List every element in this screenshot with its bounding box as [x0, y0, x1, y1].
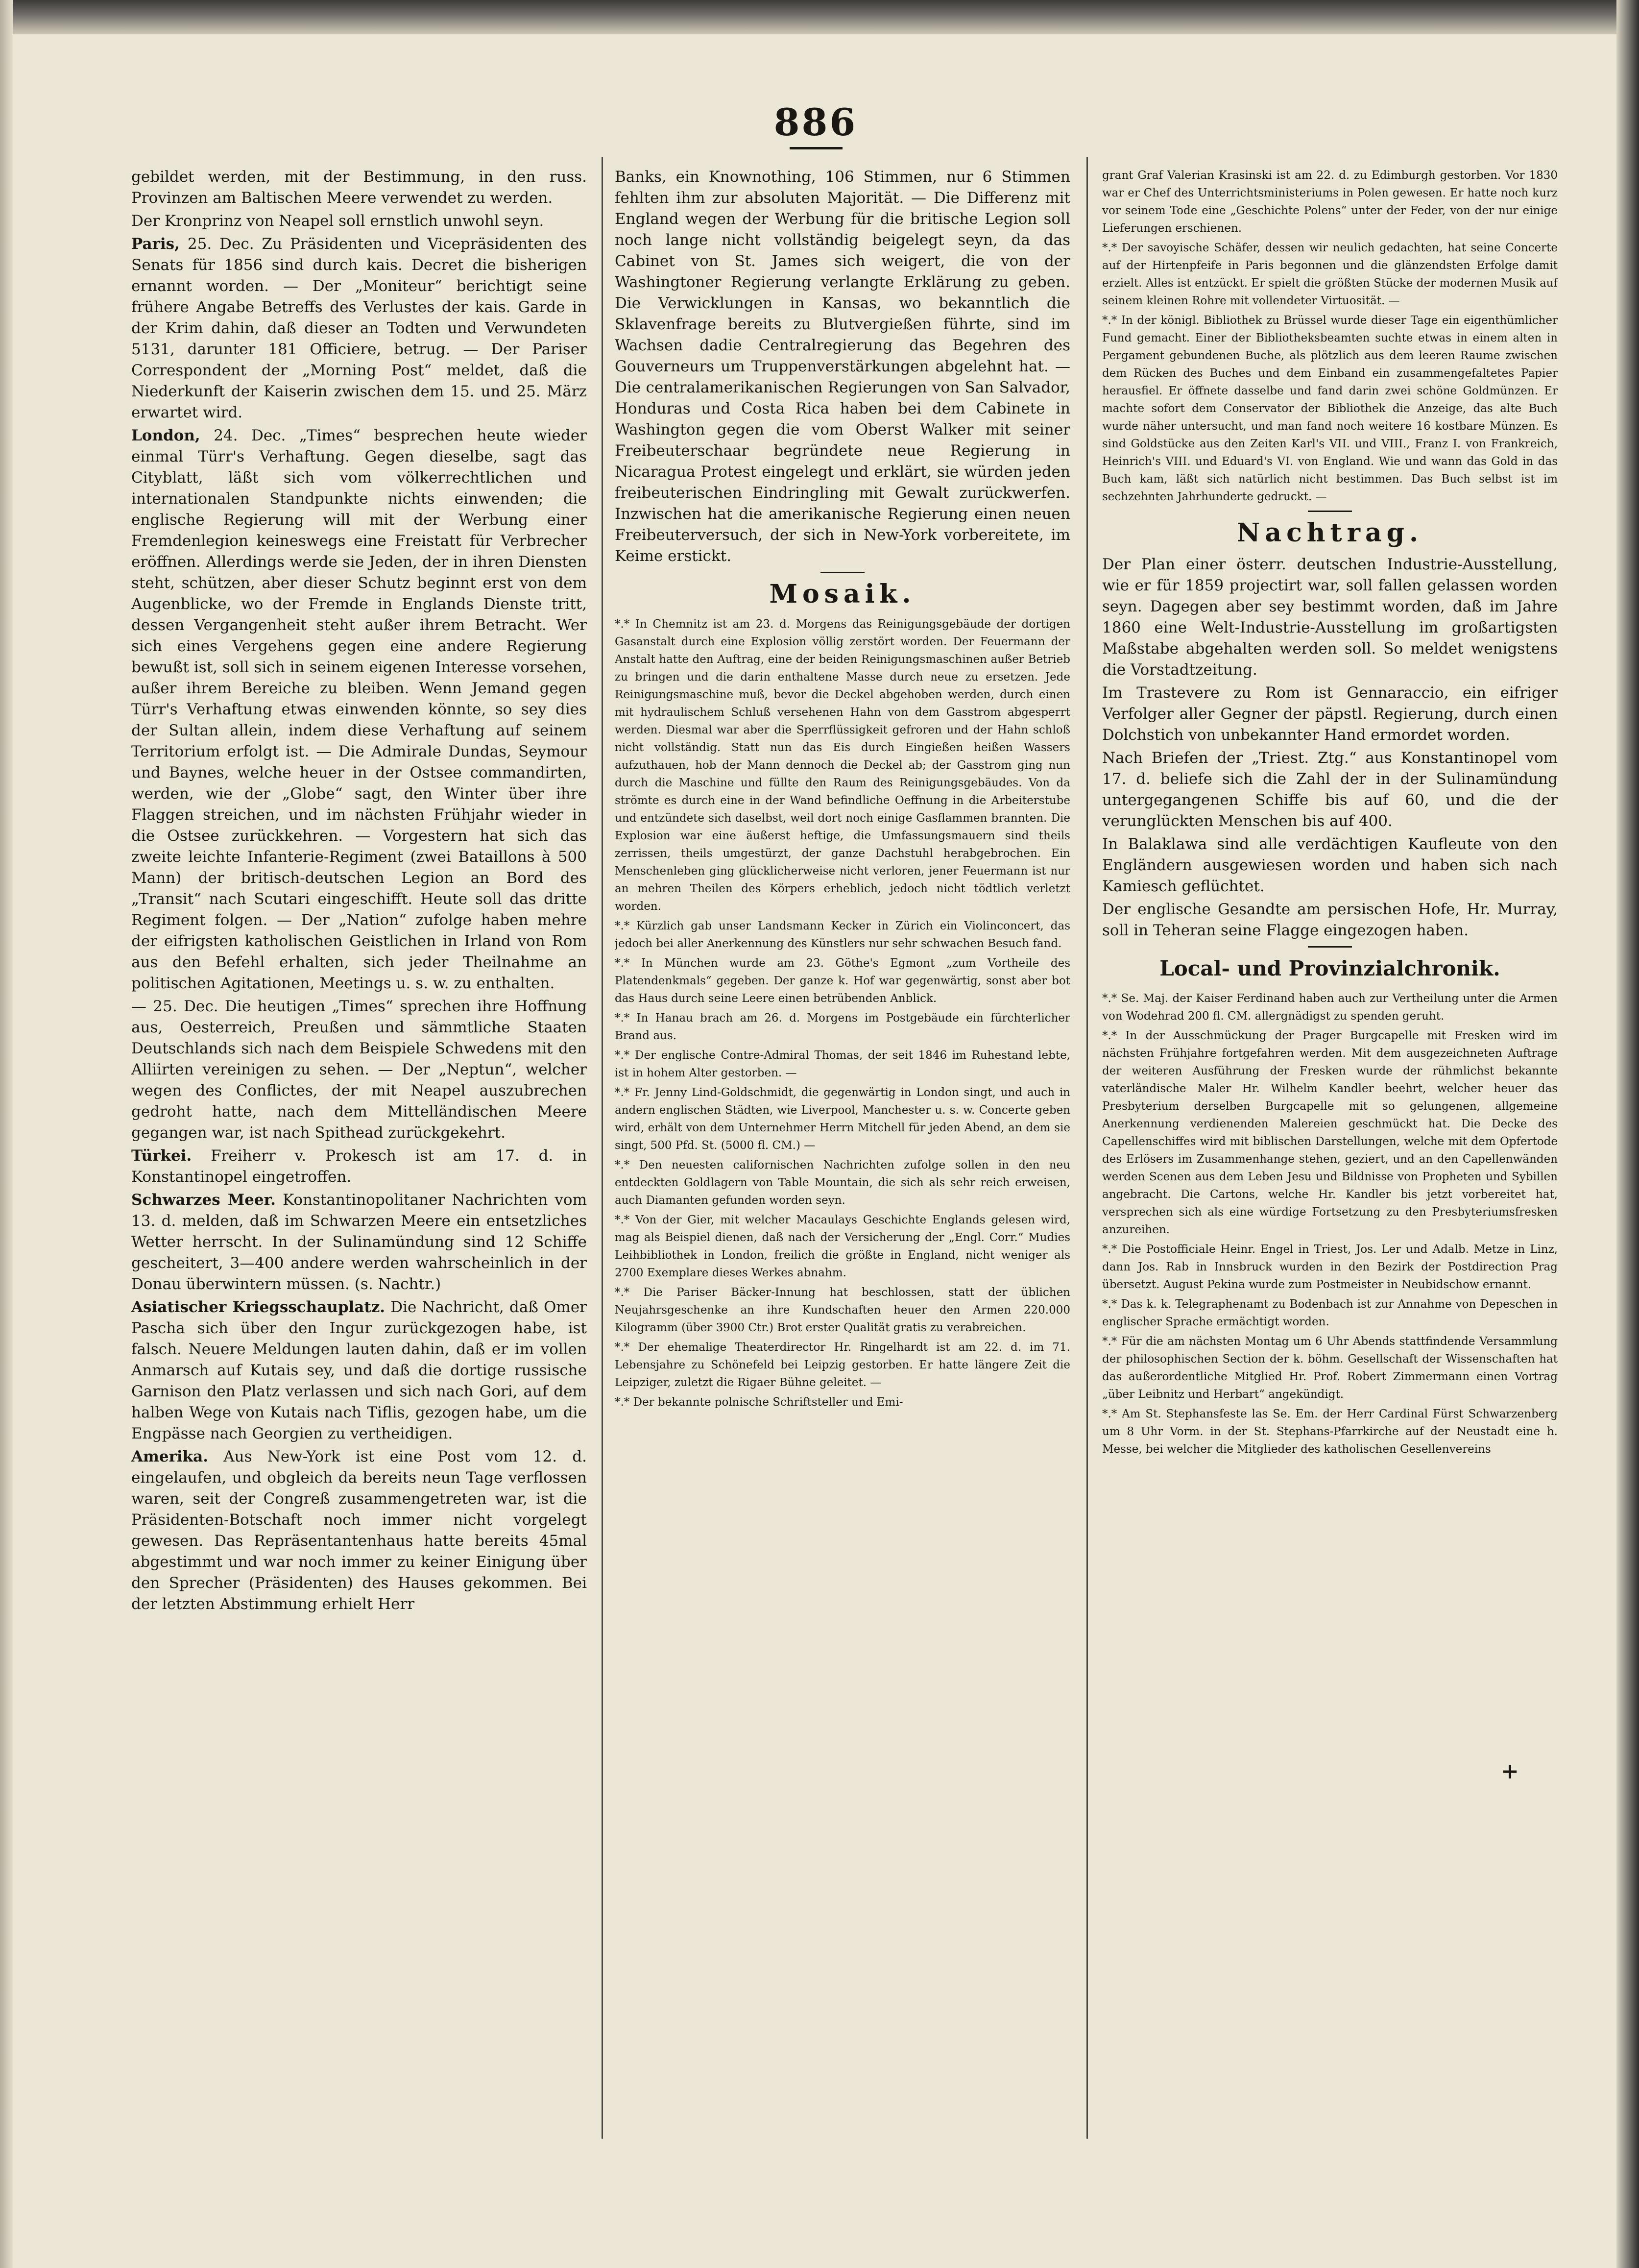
local-item: *.* Die Postofficiale Heinr. Engel in Triest, Jos. Ler und Adalb. Metze in Linz, dann Jos. Rab in Innsbruck wurden in den Bezirk der Postdirection Prag übersetzt. August Pekina wurde zum Postmeister in Neubidschow ernannt. [1102, 1243, 1558, 1291]
nachtrag-item: Im Trastevere zu Rom ist Gennaraccio, ein eifriger Verfolger aller Gegner der päpstl. Regierung, durch einen Dolchstich von unbekannter Hand ermordet worden. [1102, 684, 1558, 744]
news-paragraph-paris: Paris, 25. Dec. Zu Präsidenten und Vicepräsidenten des Senats für 1856 sind durch kais. Decret die bisherigen ernannt worden. — Der „Moniteur“ berichtigt seine frühere Angabe Betreffs des Verlustes der kais. Garde in der Krim dahin, daß dieser an Todten und Verwundeten 5131, darunter 181 Officiere, betrug. — Der Pariser Correspondent der „Morning Post“ meldet, daß die Niederkunft der Kaiserin zwischen dem 15. und 25. März erwartet wird. [131, 235, 587, 421]
mosaik-item: *.* Der ehemalige Theaterdirector Hr. Ringelhardt ist am 22. d. im 71. Lebensjahre zu Schönefeld bei Leipzig gestorben. Er hatte längere Zeit die Leipziger, zuletzt die Rigaer Bühne geleitet. — [615, 1341, 1070, 1389]
news-paragraph-london-25: — 25. Dec. Die heutigen „Times“ sprechen ihre Hoffnung aus, Oesterreich, Preußen und sämmtliche Staaten Deutschlands sich nach dem Beispiele Schwedens mit den Alliirten vereinigen zu sehen. — Der „Neptun“, welcher wegen des Conflictes, der mit Neapel auszubrechen gedroht hatte, nach dem Mittelländischen Meere gegangen war, ist nach Spithead zurückgekehrt. [131, 998, 587, 1142]
mosaik-item: *.* Die Pariser Bäcker-Innung hat beschlossen, statt der üblichen Neujahrsgeschenke an ihre Kundschaften heuer den Armen 220.000 Kilogramm (über 3900 Ctr.) Brot erster Qualität gratis zu verabreichen. [615, 1286, 1070, 1334]
section-rule [1308, 511, 1352, 512]
local-item: *.* Se. Maj. der Kaiser Ferdinand haben auch zur Vertheilung unter die Armen von Wodehrad 200 fl. CM. allergnädigst zu spenden geruht. [1102, 992, 1558, 1023]
local-chronicle-heading: Local- und Provinzialchronik. [1159, 956, 1500, 980]
news-paragraph: Der Kronprinz von Neapel soll ernstlich unwohl seyn. [131, 212, 544, 230]
register-mark: + [1501, 1759, 1519, 1784]
scan-edge-right [1616, 0, 1639, 2268]
section-rule [1308, 946, 1352, 948]
news-paragraph-amerika: Amerika. Aus New-York ist eine Post vom 12. d. eingelaufen, und obgleich da bereits neun Tage verflossen waren, seit der Congreß zusammengetreten war, ist die Präsidenten-Botschaft noch immer nicht vorgelegt gewesen. Das Repräsentantenhaus hatte bereits 45mal abgestimmt und war noch immer zu keiner Einigung über den Sprecher (Präsidenten) des Hauses gekommen. Bei der letzten Abstimmung erhielt Herr [131, 1448, 587, 1613]
nachtrag-heading: Nachtrag. [1236, 518, 1423, 548]
section-rule [820, 572, 865, 573]
news-paragraph-schwarzes-meer: Schwarzes Meer. Konstantinopolitaner Nachrichten vom 13. d. melden, daß im Schwarzen Meere ein entsetzliches Wetter herrscht. In der Sulinamündung sind 12 Schiffe gescheitert, 3—400 andere werden wahrscheinlich in der Donau überwintern müssen. (s. Nachtr.) [131, 1191, 587, 1293]
mosaik-item: *.* Der bekannte polnische Schriftsteller und Emi- [615, 1396, 903, 1409]
mosaik-item: *.* Von der Gier, mit welcher Macaulays Geschichte Englands gelesen wird, mag als Beispiel dienen, daß nach der Versicherung der „Engl. Corr.“ Mudies Leihbibliothek in London, freilich die größte in England, nicht weniger als 2700 Exemplare dieses Werkes abnahm. [615, 1214, 1070, 1279]
mosaik-item: *.* In Chemnitz ist am 23. d. Morgens das Reinigungsgebäude der dortigen Gasanstalt durch eine Explosion völlig zerstört worden. Der Feuermann der Anstalt hatte den Auftrag, eine der beiden Reinigungsmaschinen außer Betrieb zu bringen und die darin enthaltene Masse durch neue zu ersetzen. Jede Reinigungsmaschine muß, bevor die Deckel abgehoben werden, durch einen mit hydraulischem Schluß versehenen Hahn von dem Gasstrom abgesperrt werden. Diesmal war aber die Sperrflüssigkeit gefroren und der Hahn schloß nicht vollständig. Statt nun das Eis durch Eingießen heißen Wassers aufzuthauen, hob der Mann dennoch die Deckel ab; der Gasstrom ging nun durch die Maschine und füllte den Raum des Reinigungsgebäudes. Von da strömte es durch eine in der Wand befindliche Oeffnung in die Arbeiterstube und entzündete sich daselbst, weil dort noch einige Gasflammen brannten. Die Explosion war eine äußerst heftige, die Umfassungsmauern sind theils zerrissen, theils umgestürzt, der ganze Dachstuhl herabgebrochen. Ein Menschenleben ging glücklicherweise nicht verloren, jener Feuermann ist nur an mehren Theilen des Körpers erheblich, jedoch nicht tödtlich verletzt worden. [615, 618, 1070, 913]
mosaik-item: *.* In München wurde am 23. Göthe's Egmont „zum Vortheile des Platendenkmals“ gegeben. Der ganze k. Hof war gegenwärtig, sonst aber bot das Haus durch seine Leere einen betrübenden Anblick. [615, 957, 1070, 1005]
mosaik-item: *.* In der königl. Bibliothek zu Brüssel wurde dieser Tage ein eigenthümlicher Fund gemacht. Einer der Bibliotheksbeamten suchte etwas in einem alten in Pergament gebundenen Buche, als plötzlich aus dem leeren Raume zwischen dem Rücken des Buches und dem Einband ein zusammengefaltetes Papier herausfiel. Er öffnete dasselbe und fand darin zwei schöne Goldmünzen. Er machte sofort dem Conservator der Bibliothek die Anzeige, das alte Buch wurde näher untersucht, und man fand noch weitere 16 kostbare Münzen. Es sind Goldstücke aus den Zeiten Karl's VII. und VIII., Franz I. von Frankreich, Heinrich's VIII. und Eduard's VI. von England. Wie und wann das Gold in das Buch kam, läßt sich natürlich nicht bestimmen. Das Buch selbst ist im sechzehnten Jahrhunderte gedruckt. — [1102, 314, 1558, 503]
mosaik-item: *.* Fr. Jenny Lind-Goldschmidt, die gegenwärtig in London singt, und auch in andern englischen Städten, wie Liverpool, Manchester u. s. w. Concerte geben wird, erhält von dem Unternehmer Herrn Mitchell für jeden Abend, an dem sie singt, 500 Pfd. St. (5000 fl. CM.) — [615, 1086, 1070, 1152]
news-paragraph: gebildet werden, mit der Bestimmung, in den russ. Provinzen am Baltischen Meere verwendet zu werden. [131, 168, 587, 207]
nachtrag-item: In Balaklawa sind alle verdächtigen Kaufleute von den Engländern ausgewiesen worden und haben sich nach Kamiesch geflüchtet. [1102, 835, 1558, 895]
nachtrag-item: Der englische Gesandte am persischen Hofe, Hr. Murray, soll in Teheran seine Flagge eingezogen haben. [1102, 901, 1558, 939]
column-2 [615, 167, 1070, 2141]
local-item: *.* In der Ausschmückung der Prager Burgcapelle mit Fresken wird im nächsten Frühjahre fortgefahren werden. Mit dem ausgezeichneten Auftrage der weiteren Ausführung der Fresken wurde der rühmlichst bekannte vaterländische Maler Hr. Wilhelm Kandler beehrt, welcher heuer das Presbyterium derselben Burgcapelle mit so gelungenen, allgemeine Anerkennung verdienenden Malereien geschmückt hat. Die Decke des Capellenschiffes wird mit biblischen Darstellungen, welche mit dem Opfertode des Erlösers im Zusammenhange stehen, geziert, und an den Capellenwänden werden Scenen aus dem Leben Jesu und Bildnisse von Propheten und Sybillen angebracht. Die Cartons, welche Hr. Kandler bis jetzt vorbereitet hat, versprechen sich als eine würdige Fortsetzung zu den Presbyteriumsfresken anzureihen. [1102, 1029, 1558, 1236]
news-paragraph-amerika-cont: Banks, ein Knownothing, 106 Stimmen, nur 6 Stimmen fehlten ihm zur absoluten Majorität. — Die Differenz mit England wegen der Werbung für die britische Legion soll noch lange nicht vollständig beigelegt seyn, da das Cabinet von St. James sich weigert, die von der Washingtoner Regierung verlangte Erklärung zu geben. Die Verwicklungen in Kansas, wo bekanntlich die Sklavenfrage bereits zu Blutvergießen führte, sind im Wachsen dadie Centralregierung das Begehren des Gouverneurs um Truppenverstärkungen abgelehnt hat. — Die centralamerikanischen Regierungen von San Salvador, Honduras und Costa Rica haben bei dem Cabinete in Washington gegen die vom Oberst Walker mit seiner Freibeuterschaar begründete neue Regierung in Nicaragua Protest eingelegt und erklärt, sie würden jeden freibeuterischen Eindringling mit Gewalt zurückwerfen. Inzwischen hat die amerikanische Regierung einen neuen Freibeuterversuch, der sich in New-York vorbereitete, im Keime erstickt. [615, 168, 1070, 565]
column-1 [131, 167, 587, 2141]
news-paragraph-london: London, 24. Dec. „Times“ besprechen heute wieder einmal Türr's Verhaftung. Gegen dieselbe, sagt das Cityblatt, läßt sich vom völkerrechtlichen und internationalen Standpunkte nichts einwenden; die englische Regierung will mit der Werbung einer Fremdenlegion keineswegs eine Freistatt für Verbrecher eröffnen. Allerdings werde sie Jeden, der in ihren Diensten steht, schützen, aber dieser Schutz beginnt erst von dem Augenblicke, wo der Fremde in Englands Dienste tritt, dessen Vergangenheit steht außer ihrem Betracht. Wer sich eines Vergehens gegen eine andere Regierung bewußt ist, soll sich in seinem eigenen Interesse vorsehen, außer ihrem Bereiche zu bleiben. Wenn Jemand gegen Türr's Verhaftung etwas einwenden könnte, so sey dies der Sultan allein, indem diese Verhaftung auf seinem Territorium erfolgt ist. — Die Admirale Dundas, Seymour und Baynes, welche heuer in der Ostsee commandirten, werden, wie der „Globe“ sagt, den Winter über ihre Flaggen streichen, und im nächsten Frühjahr wieder in die Ostsee zurückkehren. — Vorgestern hat sich das zweite leichte Infanterie-Regiment (zwei Bataillons à 500 Mann) der britisch-deutschen Legion an Bord des „Transit“ nach Scutari eingeschifft. Heute soll das dritte Regiment folgen. — Der „Nation“ zufolge haben mehre der eifrigsten katholischen Geistlichen in Irland von Rom aus den Befehl erhalten, sich jeder Theilnahme an politischen Agitationen, Meetings u. s. w. zu enthalten. [131, 427, 587, 992]
mosaik-item: *.* Kürzlich gab unser Landsmann Kecker in Zürich ein Violinconcert, das jedoch bei aller Anerkennung des Künstlers nur sehr schwachen Besuch fand. [615, 920, 1070, 950]
column-divider-1 [602, 157, 603, 2139]
page-number-rule [790, 147, 843, 149]
mosaik-heading: Mosaik. [769, 579, 916, 609]
mosaik-item: *.* Den neuesten californischen Nachrichten zufolge sollen in den neu entdeckten Goldlagern von Table Mountain, die sich als sehr reich erweisen, auch Diamanten gefunden worden seyn. [615, 1159, 1070, 1207]
news-paragraph-asien: Asiatischer Kriegsschauplatz. Die Nachricht, daß Omer Pascha sich über den Ingur zurückgezogen habe, ist falsch. Neuere Meldungen lauten dahin, daß er im vollen Anmarsch auf Kutais sey, und daß die dortige russische Garnison den Platz verlassen und sich nach Gori, auf dem halben Wege von Kutais nach Tiflis, gezogen habe, um die Engpässe nach Georgien zu vertheidigen. [131, 1298, 587, 1442]
mosaik-item: *.* Der savoyische Schäfer, dessen wir neulich gedachten, hat seine Concerte auf der Hirtenpfeife in Paris begonnen und die glänzendsten Erfolge damit erzielt. Alles ist entzückt. Er spielt die größten Stücke der modernen Musik auf seinem kleinen Rohre mit vollendeter Virtuosität. — [1102, 242, 1558, 307]
scan-edge-top [0, 0, 1639, 34]
scan-edge-left [0, 0, 13, 2268]
nachtrag-item: Der Plan einer österr. deutschen Industrie-Ausstellung, wie er für 1859 projectirt war, soll fallen gelassen worden seyn. Dagegen aber sey bestimmt worden, daß im Jahre 1860 eine Welt-Industrie-Ausstellung im großartigsten Maßstabe abgehalten werden soll. So meldet wenigstens die Vorstadtzeitung. [1102, 556, 1558, 679]
column-divider-2 [1086, 157, 1088, 2139]
local-item: *.* Für die am nächsten Montag um 6 Uhr Abends stattfindende Versammlung der philosophischen Section der k. böhm. Gesellschaft der Wissenschaften hat das außerordentliche Mitglied Hr. Prof. Robert Zimmermann einen Vortrag „über Leibnitz und Herbart“ angekündigt. [1102, 1335, 1558, 1401]
page-number: 886 [773, 100, 858, 144]
nachtrag-item: Nach Briefen der „Triest. Ztg.“ aus Konstantinopel vom 17. d. beliefe sich die Zahl der in der Sulinamündung untergegangenen Schiffe bis auf 60, und die der verunglückten Menschen bis auf 400. [1102, 749, 1558, 830]
news-paragraph-tuerkei: Türkei. Freiherr v. Prokesch ist am 17. d. in Konstantinopel eingetroffen. [131, 1147, 587, 1186]
column-3 [1102, 167, 1558, 2141]
local-item: *.* Am St. Stephansfeste las Se. Em. der Herr Cardinal Fürst Schwarzenberg um 8 Uhr Vorm. in der St. Stephans-Pfarrkirche auf der Neustadt eine h. Messe, bei welcher die Mitglieder des katholischen Gesellenvereins [1102, 1408, 1558, 1456]
mosaik-item: *.* Der englische Contre-Admiral Thomas, der seit 1846 im Ruhestand lebte, ist in hohem Alter gestorben. — [615, 1049, 1070, 1079]
mosaik-item: *.* In Hanau brach am 26. d. Morgens im Postgebäude ein fürchterlicher Brand aus. [615, 1012, 1070, 1042]
mosaik-item-cont: grant Graf Valerian Krasinski ist am 22. d. zu Edimburgh gestorben. Vor 1830 war er Chef des Unterrichtsministeriums in Polen gewesen. Er hatte noch kurz vor seinem Tode eine „Geschichte Polens“ unter der Feder, von der nur einige Lieferungen erschienen. [1102, 169, 1558, 235]
local-item: *.* Das k. k. Telegraphenamt zu Bodenbach ist zur Annahme von Depeschen in englischer Sprache ermächtigt worden. [1102, 1298, 1558, 1328]
